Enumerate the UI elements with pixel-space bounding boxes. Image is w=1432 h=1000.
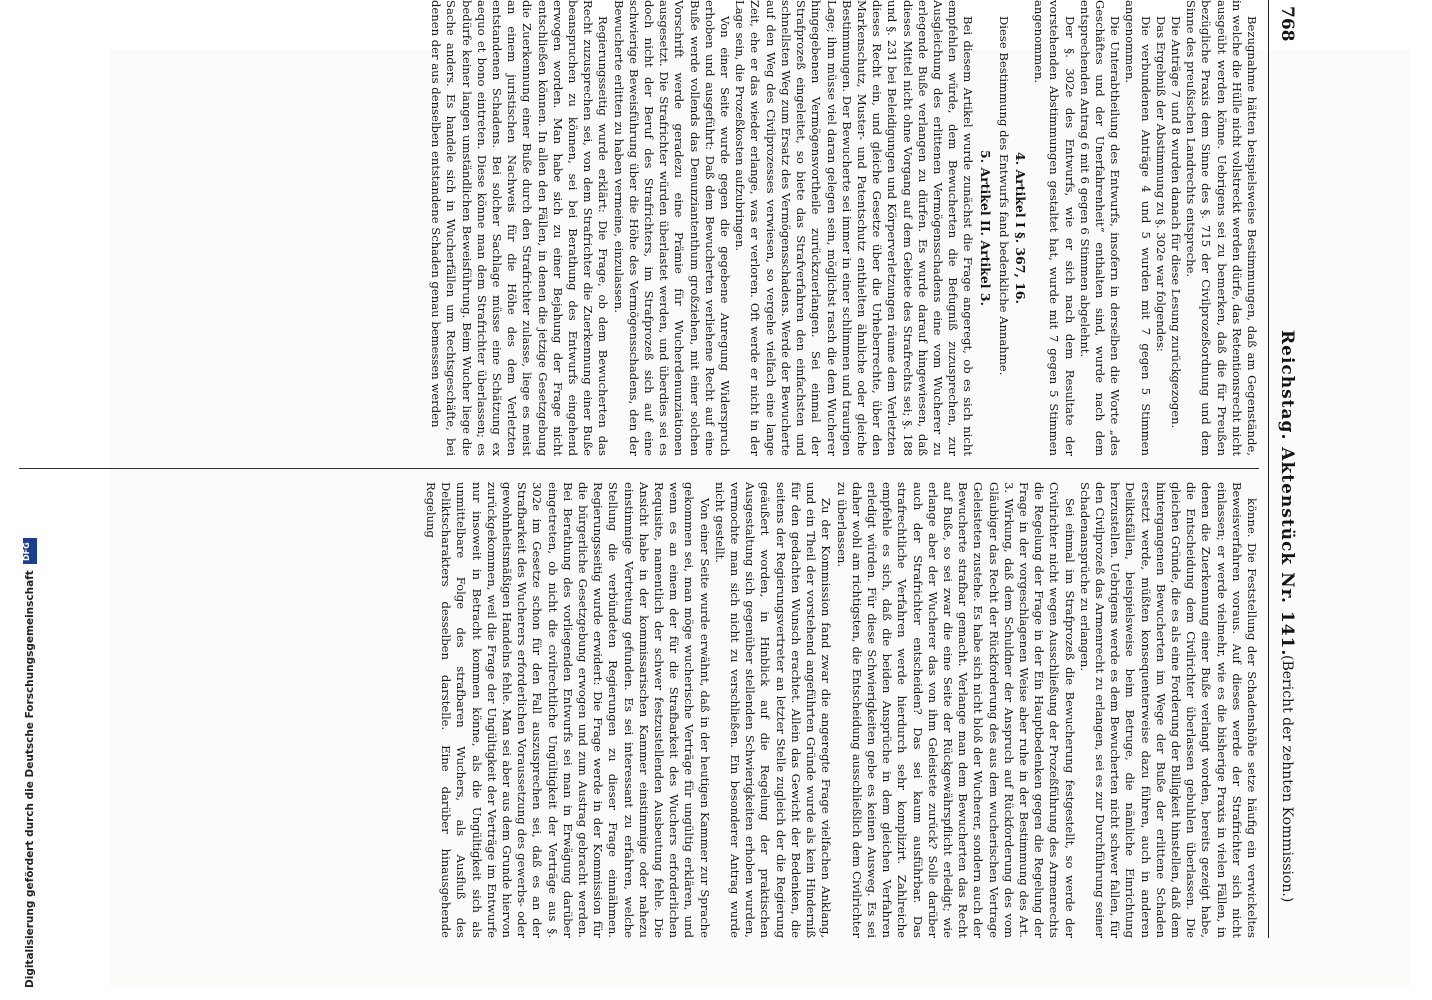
paragraph: Regierungsseitig wurde erklärt: Die Frage, ob dem Bewucherten das Recht zuzusprechen sei, von dem Strafrichter die Zuerkennung einer Buße beanspruchen zu können, sei bei Berathung des Entwurfs eingehend erwogen worden. Man habe sich zu einer Bejahung der Frage nicht entschließen können. In allen den Fällen, in denen die jetzige Gesetzgebung die Zuerkennung einer Buße durch den Strafrichter zulasse, liege es meist an einem juristischen Nachweis für die Höhe des dem Verletzten entstandenen Schadens. Bei solcher Sachlage müsse eine Schätzung ex aequo et bono eintreten. Diese könne man dem Strafrichter überlassen; es bedürfe keiner langen umständlichen Beweisführung. Beim Wucher liege die Sache anders. Es handele sich in Wucherfällen um Rechtsgeschäfte, bei denen der aus denselben entstandene Schaden genau bemessen werden [429,0,611,456]
paragraph: Von einer Seite wurde erwähnt, daß in der heutigen Kammer zur Sprache gekommen sei, man möge wucherische Verträge für ungültig erklären, und wenn es an einem der für die Strafbarkeit des Wuchers erforderlichen Requisite, namentlich der schwer festzustellenden Ausbeutung fehle. Die Ansicht habe in der kommissarischen Kammer einstimmige oder nahezu einstimmige Vertretung gefunden. Es sei interessant zu erfahren, welche Stellung die verbündeten Regierungen zu dieser Frage einnähmen. Regierungsseitig wurde erwidert: Die Frage werde in der Kommission für die bürgerliche Gesetzgebung erwogen und zum Austrag gebracht werden. Bei Berathung des vorliegenden Entwurfs sei man in Erwägung darüber eingetreten, ob nicht die civilrechtliche Ungültigkeit der Verträge aus §. 302e im Gesetze schon für den Fall auszusprechen sei, daß es an der Strafbarkeit des Wucherers erforderlichen Voraussetzung des gewerbs- oder gewohnheitsmäßigen Handelns fehle. Man sei aber aus dem Grunde hiervon zurückgekommen, weil die Frage der Ungültigkeit der Verträge im Entwurfe nur insoweit in Betracht kommen könne, als die Ungültigkeit sich als unmittelbare Folge des strafbaren Wuchers, als Ausfluß des Deliktscharakters desselben darstelle. Eine darüber hinausgehende Regelung [424,482,712,938]
dfg-logo: DFG [23,538,37,564]
page-header [1273,0,1299,938]
section-heading: 4. Artikel I §. 367, 16. [1012,152,1028,304]
column-divider [19,468,1259,469]
paragraph: Bei diesem Artikel wurde zunächst die Frage angeregt, ob es sich nicht empfehlen würde, dem Bewucherten die Befugniß zuzusprechen, zur Ausgleichung des erlittenen Vermögensschadens eine vom Wucherer zu erlegende Buße verlangen zu dürfen. Es wurde darauf hingewiesen, daß dieses Mittel nicht ohne Vorgang auf dem Gebiete des Strafrechts sei; §. 188 und §. 231 bei Beleidigungen und Körperverletzungen räume dem Verletzten dieses Recht ein, und gleiche Gesetze über die Urheberrechte, über den Markenschutz, Muster- und Patentschutz enthielten ähnliche oder gleiche Bestimmungen. Der Bewucherte sei immer in einer schlimmen und traurigen Lage; ihm müsse viel daran gelegen sein, möglichst rasch die dem Wucherer hingegebenen Vermögensvortheile zurückzuerlangen. Sei einmal der Strafprozeß eingeleitet, so biete das Strafverfahren den einfachsten und schnellsten Weg zum Ersatz des Vermögensschadens. Werde der Bewucherte auf den Weg des Civilprozesses verwiesen, so vergehe vielfach eine lange Zeit, ehe er das wieder erlange, was er verloren. Oft werde er nicht in der Lage sein, die Prozeßkosten aufzubringen. [733,0,976,456]
paragraph: Sei einmal im Strafprozeß die Bewucherung festgestellt, so werde der Civilrichter nicht wegen Ausschließung der Prozeßführung des Armenrechts die Regelung der Frage in der Ein Hauptbedenken gegen die Regelung der Frage in der vorgeschlagenen Weise aber ruhe in der Bestimmung des Art. 3. Wirkung, daß dem Schuldner der Anspruch auf Rückforderung des vom Gläubiger das Recht der Rückforderung des aus dem wucherischen Vertrage Geleisteten zustehe. Es habe sich nicht bloß der Wucherer, sondern auch der Bewucherte strafbar gemacht. Verlange man dem Bewucherten das Recht auf Buße, so sei zwar die eine Seite der Rückgewährspflicht erledigt; wie erlange aber der Wucherer das von ihm Geleistete zurück? Solle darüber auch der Strafrichter entscheiden? Das sei kaum ausführbar. Das strafrechtliche Verfahren werde hierdurch sehr komplizirt. Zahlreiche empfehle es sich, daß die beiden Ansprüche in dem gleichen Verfahren erledigt würden. Für diese Schwierigkeiten gebe es keinen Ausweg. Es sei daher wohl am richtigsten, die Entscheidung ausschließlich dem Civilrichter zu überlassen. [834,482,1077,938]
paragraph: Bezugnahme hätten beispielsweise Bestimmungen, daß am Gegenstände, in welche die Hülle nicht vollstreckt werden dürfe, das Retentionsrecht nicht ausgeübt werden könne. Uebrigens sei zu bemerken, daß die für Preußen bezügliche Praxis dem Sinne des §. 715 der Civilprozeßordnung und dem Sinne des preußischen Landrechts entspreche. [1184,0,1259,456]
digitization-credit [10,150,50,988]
page-number: 768 [1277,6,1297,42]
left-column [9,0,1259,456]
paragraph: Die verbundenen Anträge 4 und 5 wurden mit 7 gegen 5 Stimmen angenommen. [1123,0,1153,456]
section-heading: 5. Artikel II. Artikel 3. [977,150,993,306]
paragraph: Zu der Kommission fand zwar die angeregte Frage vielfachen Anklang, und ein Theil der vorstehend angeführten Gründe wurde als kein Hinderniß für den gedachten Wunsch erachtet. Allein das Gewicht der Bedenken, die seitens der Regierungsvertreter an letzter Stelle zugleich der die Regierung geäußert worden, in Hinblick auf die Regelung der praktischen Ausgestaltung sich gegenüber stellenden Schwierigkeiten erhoben wurden, vermochte man sich nicht zu verschließen. Ein besonderer Antrag wurde nicht gestellt. [712,482,834,938]
paragraph: Der §. 302e des Entwurfs, wie er sich nach dem Resultate der vorstehenden Abstimmungen gestaltet hat, wurde mit 7 gegen 5 Stimmen angenommen. [1032,0,1077,456]
paragraph: Die Unterabtheilung des Entwurfs, insofern in derselben die Worte „des Geschäftes und der Unerfahrenheit“ enthalten sind, wurde nach dem entsprechenden Antrag 6 mit 6 gegen 6 Stimmen abgelehnt. [1077,0,1123,456]
paragraph: könne. Die Feststellung der Schadenshöhe setze häufig ein verwickeltes Beweisverfahren voraus. Auf dieses werde der Strafrichter sich nicht einlassen; er werde vielmehr, wie es die bisherige Praxis in vielen Fällen, in denen die Zuerkennung einer Buße verlangt worden, bereits gezeigt habe, die Entscheidung dem Civilrichter überlassen gebuhlen überlassen. Die gleichen Gründe, die es als eine Forderung der Billigkeit hinstellen, daß dem hintergangenen Bewucherten im Wege der Buße der erlittene Schaden ersetzt werde, müßten konsequenterweise dazu führen, auch in anderen Deliktsfällen, beispielsweise beim Betruge, die nämliche Einrichtung herzustellen. Uebrigens werde es dem Bewucherten nicht schwer fallen, für den Civilprozeß das Armenrecht zu erlangen, sei es zur Durchführung seiner Schadenansprüche zu erlangen. [1077,482,1259,938]
paragraph: Diese Bestimmung des Entwurfs fand bedenkliche Annahme. [996,16,1011,376]
right-column [9,482,1259,938]
credit-text: Digitalisierung gefördert durch die Deutsche Forschungsgemeinschaft [24,570,36,988]
page-subtitle: (Bericht der zehnten Kommission.) [1279,655,1295,903]
header-rule [1268,0,1269,938]
page-title: Reichstag. Aktenstück Nr. 141. [1277,330,1297,657]
paragraph: Das Ergebniß der Abstimmung zu §. 302e war folgendes: [1153,16,1168,352]
paragraph: Die Anträge 7 und 8 wurden danach für diese Lesung zurückgezogen. [1168,16,1183,429]
paragraph: Von einer Seite wurde gegen die gegebene Anregung Widerspruch erhoben und ausgeführt: Daß dem Bewucherten verliehene Recht auf eine Buße werde vollends das Denunziantenthum großziehen, mit einer solchen Vorschrift werde geradezu eine Prämie für Wucherdenunziationen ausgesetzt. Die Strafrichter würden überlastet werden, und überdies sei es doch nicht der Beruf des Strafrichters, im Strafprozeß sich auf eine schwierige Beweisführung über die Höhe des Vermögensschadens, den der Bewucherte erlitten zu haben vermeine, einzulassen. [611,0,733,456]
